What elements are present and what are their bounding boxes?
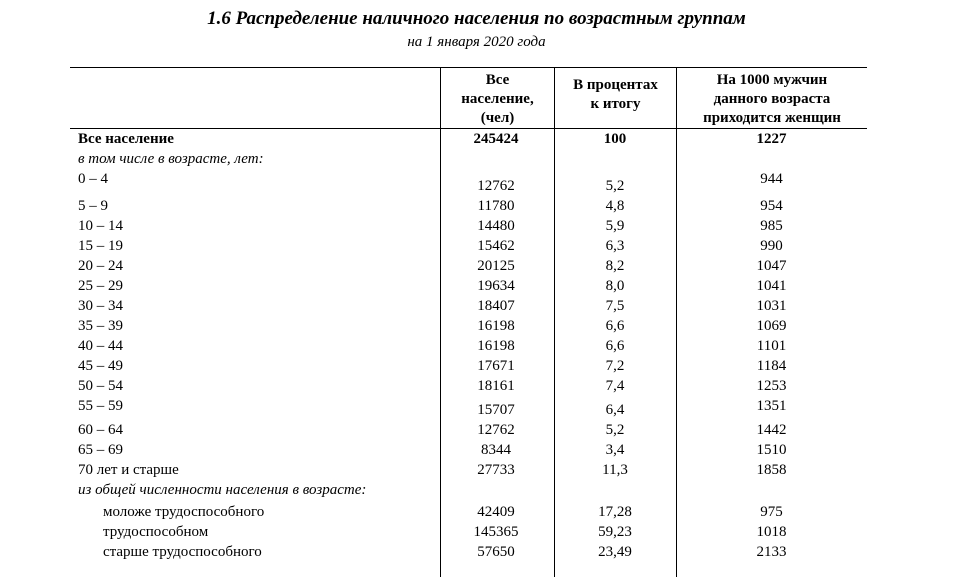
ratio-cell: 944 xyxy=(760,171,783,187)
table-top-rule xyxy=(70,67,867,68)
population-cell: 15707 xyxy=(477,402,515,418)
percent-cell: 8,0 xyxy=(605,278,625,294)
table-row xyxy=(70,276,867,296)
table-row xyxy=(70,396,867,420)
table-row xyxy=(70,356,867,376)
percent-cell: 3,4 xyxy=(605,442,625,458)
section-label: в том числе в возрасте, лет: xyxy=(78,151,264,167)
header-ratio-line: На 1000 мужчин xyxy=(716,71,828,88)
population-cell: 15462 xyxy=(477,238,515,254)
table-row xyxy=(70,460,867,480)
table-row-total xyxy=(70,129,867,149)
ratio-cell: 1253 xyxy=(756,378,787,394)
ratio-cell: 2133 xyxy=(756,544,787,560)
percent-cell: 100 xyxy=(603,131,627,147)
population-cell: 12762 xyxy=(477,178,515,194)
percent-cell: 6,4 xyxy=(605,402,625,418)
population-cell: 42409 xyxy=(477,504,515,520)
ratio-cell: 954 xyxy=(760,198,783,214)
row-label: 25 – 29 xyxy=(78,278,123,294)
table-row xyxy=(70,316,867,336)
row-label: 65 – 69 xyxy=(78,442,123,458)
percent-cell: 6,6 xyxy=(605,338,625,354)
row-label: 60 – 64 xyxy=(78,422,123,438)
header-population-line: население, xyxy=(461,90,534,107)
header-ratio-line: приходится женщин xyxy=(703,109,841,126)
percent-cell: 7,2 xyxy=(605,358,625,374)
percent-cell: 59,23 xyxy=(598,524,632,540)
row-label: старше трудоспособного xyxy=(103,544,262,560)
header-population xyxy=(441,70,554,128)
population-cell: 19634 xyxy=(477,278,515,294)
row-label: 5 – 9 xyxy=(78,198,108,214)
header-percent-line: В процентах xyxy=(573,77,658,93)
percent-cell: 5,2 xyxy=(605,422,625,438)
section-label-row xyxy=(70,480,867,502)
population-cell: 18161 xyxy=(477,378,515,394)
row-label: 35 – 39 xyxy=(78,318,123,334)
table-row xyxy=(70,256,867,276)
table-row xyxy=(70,169,867,196)
population-cell: 20125 xyxy=(477,258,515,274)
population-cell: 16198 xyxy=(477,318,515,334)
ratio-cell: 1018 xyxy=(756,524,787,540)
population-cell: 16198 xyxy=(477,338,515,354)
header-ratio-line: данного возраста xyxy=(713,90,831,107)
percent-cell: 8,2 xyxy=(605,258,625,274)
table-row xyxy=(70,336,867,356)
table-row xyxy=(70,216,867,236)
ratio-cell: 1184 xyxy=(756,358,787,374)
population-cell: 18407 xyxy=(477,298,515,314)
ratio-cell: 1858 xyxy=(756,462,787,478)
row-label: 55 – 59 xyxy=(78,398,123,414)
ratio-cell: 1510 xyxy=(756,442,787,458)
ratio-cell: 1101 xyxy=(756,338,787,354)
percent-cell: 17,28 xyxy=(598,504,632,520)
row-label: моложе трудоспособного xyxy=(103,504,265,520)
header-percent xyxy=(555,70,676,128)
population-cell: 145365 xyxy=(473,524,519,540)
ratio-cell: 1442 xyxy=(756,422,787,438)
page-title: 1.6 Распределение наличного населения по возрастным группам xyxy=(207,8,746,29)
population-cell: 245424 xyxy=(473,131,519,147)
header-ratio xyxy=(677,70,867,128)
table-row xyxy=(70,296,867,316)
population-cell: 57650 xyxy=(477,544,515,560)
ratio-cell: 975 xyxy=(760,504,783,520)
row-label: 0 – 4 xyxy=(78,171,108,187)
ratio-cell: 1351 xyxy=(756,398,787,414)
page-subtitle: на 1 января 2020 года xyxy=(407,34,546,50)
row-label: трудоспособном xyxy=(103,524,209,540)
row-label: 45 – 49 xyxy=(78,358,123,374)
header-population-line: (чел) xyxy=(480,109,515,126)
table-row xyxy=(70,542,867,562)
table-row xyxy=(70,522,867,542)
population-cell: 11780 xyxy=(477,198,515,214)
row-label: Все население xyxy=(78,131,174,147)
ratio-cell: 1069 xyxy=(756,318,787,334)
percent-cell: 6,6 xyxy=(605,318,625,334)
row-label: 30 – 34 xyxy=(78,298,123,314)
population-cell: 27733 xyxy=(477,462,515,478)
ratio-cell: 990 xyxy=(760,238,783,254)
percent-cell: 7,5 xyxy=(605,298,625,314)
population-cell: 8344 xyxy=(481,442,511,458)
ratio-cell: 1041 xyxy=(756,278,787,294)
ratio-cell: 1031 xyxy=(756,298,787,314)
row-label: 50 – 54 xyxy=(78,378,123,394)
percent-cell: 5,2 xyxy=(605,178,625,194)
header-population-line: Все xyxy=(485,71,510,88)
table-row xyxy=(70,196,867,216)
percent-cell: 11,3 xyxy=(602,462,628,478)
population-cell: 17671 xyxy=(477,358,515,374)
percent-cell: 23,49 xyxy=(598,544,632,560)
row-label: 70 лет и старше xyxy=(78,462,179,478)
row-label: 40 – 44 xyxy=(78,338,123,354)
row-label: 20 – 24 xyxy=(78,258,123,274)
row-label: 10 – 14 xyxy=(78,218,123,234)
ratio-cell: 1227 xyxy=(756,131,787,147)
population-cell: 14480 xyxy=(477,218,515,234)
row-label: 15 – 19 xyxy=(78,238,123,254)
table-row xyxy=(70,420,867,440)
table-row xyxy=(70,502,867,522)
section-label-row xyxy=(70,149,867,169)
percent-cell: 6,3 xyxy=(605,238,625,254)
section-label: из общей численности населения в возрасте: xyxy=(78,482,367,498)
population-cell: 12762 xyxy=(477,422,515,438)
percent-cell: 5,9 xyxy=(605,218,625,234)
table-body xyxy=(70,129,867,562)
percent-cell: 7,4 xyxy=(605,378,625,394)
table-row xyxy=(70,236,867,256)
header-percent-line: к итогу xyxy=(590,96,641,112)
ratio-cell: 1047 xyxy=(756,258,787,274)
ratio-cell: 985 xyxy=(760,218,783,234)
table-row xyxy=(70,376,867,396)
percent-cell: 4,8 xyxy=(605,198,625,214)
table-row xyxy=(70,440,867,460)
